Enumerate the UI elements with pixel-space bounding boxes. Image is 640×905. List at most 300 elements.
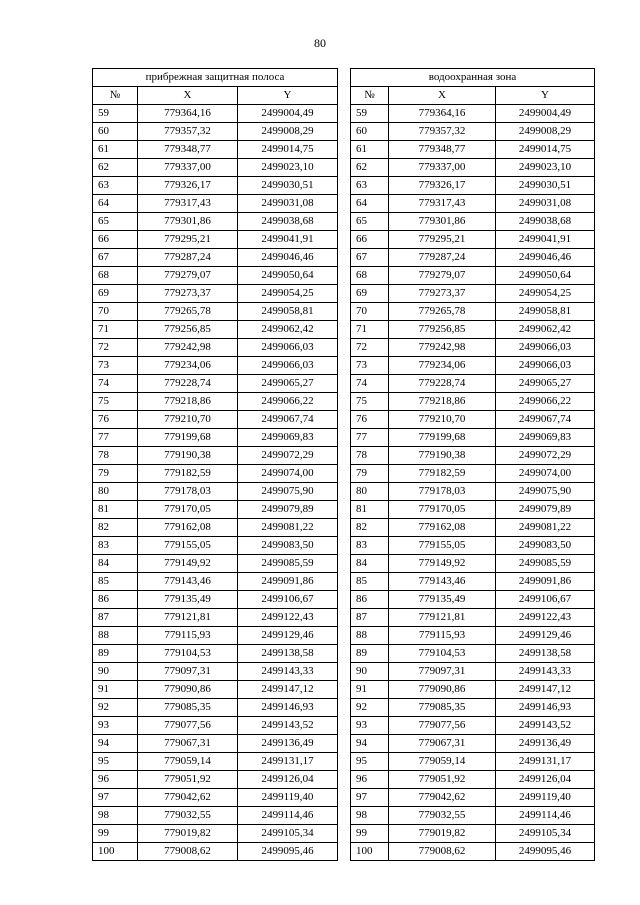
table-row [93, 411, 595, 429]
table-row [93, 375, 595, 393]
left-y-coordinate: 2499091,86 [238, 573, 338, 591]
left-x-coordinate: 779228,74 [138, 375, 238, 393]
table-row [93, 501, 595, 519]
right-y-coordinate: 2499146,93 [496, 699, 595, 717]
right-y-coordinate: 2499079,89 [496, 501, 595, 519]
right-point-number: 67 [351, 249, 389, 267]
right-point-number: 88 [351, 627, 389, 645]
right-y-coordinate: 2499105,34 [496, 825, 595, 843]
column-gap [338, 663, 351, 681]
right-y-coordinate: 2499131,17 [496, 753, 595, 771]
right-y-coordinate: 2499122,43 [496, 609, 595, 627]
right-point-number: 82 [351, 519, 389, 537]
right-x-coordinate: 779042,62 [389, 789, 496, 807]
column-gap [338, 789, 351, 807]
table-row [93, 213, 595, 231]
column-gap [338, 213, 351, 231]
right-point-number: 99 [351, 825, 389, 843]
column-gap [338, 231, 351, 249]
left-x-coordinate: 779348,77 [138, 141, 238, 159]
table-row [93, 519, 595, 537]
table-row [93, 177, 595, 195]
left-x-coordinate: 779279,07 [138, 267, 238, 285]
right-x-coordinate: 779051,92 [389, 771, 496, 789]
right-x-coordinate: 779178,03 [389, 483, 496, 501]
right-y-coordinate: 2499129,46 [496, 627, 595, 645]
right-point-number: 100 [351, 843, 389, 861]
left-y-coordinate: 2499081,22 [238, 519, 338, 537]
right-point-number: 83 [351, 537, 389, 555]
left-x-coordinate: 779121,81 [138, 609, 238, 627]
right-point-number: 79 [351, 465, 389, 483]
right-point-number: 70 [351, 303, 389, 321]
table-row [93, 843, 595, 861]
left-x-coordinate: 779143,46 [138, 573, 238, 591]
right-x-coordinate: 779090,86 [389, 681, 496, 699]
left-point-number: 95 [93, 753, 138, 771]
table-row [93, 483, 595, 501]
left-point-number: 82 [93, 519, 138, 537]
left-y-coordinate: 2499031,08 [238, 195, 338, 213]
left-x-coordinate: 779287,24 [138, 249, 238, 267]
table-row [93, 105, 595, 123]
right-y-coordinate: 2499119,40 [496, 789, 595, 807]
right-point-number: 66 [351, 231, 389, 249]
left-x-coordinate: 779199,68 [138, 429, 238, 447]
right-x-coordinate: 779242,98 [389, 339, 496, 357]
left-y-coordinate: 2499004,49 [238, 105, 338, 123]
right-y-coordinate: 2499014,75 [496, 141, 595, 159]
left-y-coordinate: 2499062,42 [238, 321, 338, 339]
left-y-coordinate: 2499122,43 [238, 609, 338, 627]
table-row [93, 825, 595, 843]
left-point-number: 86 [93, 591, 138, 609]
right-point-number: 95 [351, 753, 389, 771]
right-y-coordinate: 2499075,90 [496, 483, 595, 501]
right-y-coordinate: 2499004,49 [496, 105, 595, 123]
left-y-coordinate: 2499008,29 [238, 123, 338, 141]
left-y-coordinate: 2499067,74 [238, 411, 338, 429]
column-gap [338, 69, 351, 87]
table-row [93, 663, 595, 681]
left-x-coordinate: 779104,53 [138, 645, 238, 663]
table-row [93, 195, 595, 213]
right-point-number: 76 [351, 411, 389, 429]
right-y-coordinate: 2499091,86 [496, 573, 595, 591]
table-row [93, 393, 595, 411]
right-point-number: 90 [351, 663, 389, 681]
column-gap [338, 591, 351, 609]
left-point-number: 72 [93, 339, 138, 357]
table-row [93, 321, 595, 339]
right-x-coordinate: 779234,06 [389, 357, 496, 375]
left-y-coordinate: 2499023,10 [238, 159, 338, 177]
right-point-number: 63 [351, 177, 389, 195]
left-y-coordinate: 2499054,25 [238, 285, 338, 303]
right-y-coordinate: 2499074,00 [496, 465, 595, 483]
table-row [93, 735, 595, 753]
right-point-number: 97 [351, 789, 389, 807]
right-y-coordinate: 2499136,49 [496, 735, 595, 753]
right-x-coordinate: 779155,05 [389, 537, 496, 555]
right-x-coordinate: 779287,24 [389, 249, 496, 267]
right-y-coordinate: 2499083,50 [496, 537, 595, 555]
right-point-number: 60 [351, 123, 389, 141]
right-x-coordinate: 779149,92 [389, 555, 496, 573]
table-row [93, 447, 595, 465]
left-x-coordinate: 779059,14 [138, 753, 238, 771]
left-y-coordinate: 2499066,03 [238, 339, 338, 357]
left-y-coordinate: 2499030,51 [238, 177, 338, 195]
left-x-coordinate: 779301,86 [138, 213, 238, 231]
column-gap [338, 447, 351, 465]
right-x-coordinate: 779210,70 [389, 411, 496, 429]
right-point-number: 98 [351, 807, 389, 825]
table-row [93, 807, 595, 825]
left-point-number: 76 [93, 411, 138, 429]
right-point-number: 94 [351, 735, 389, 753]
left-point-number: 65 [93, 213, 138, 231]
left-point-number: 96 [93, 771, 138, 789]
left-y-coordinate: 2499129,46 [238, 627, 338, 645]
left-x-coordinate: 779097,31 [138, 663, 238, 681]
right-point-number: 85 [351, 573, 389, 591]
left-y-coordinate: 2499074,00 [238, 465, 338, 483]
left-y-coordinate: 2499083,50 [238, 537, 338, 555]
right-y-coordinate: 2499054,25 [496, 285, 595, 303]
page-number: 80 [314, 36, 326, 50]
right-y-coordinate: 2499031,08 [496, 195, 595, 213]
left-point-number: 88 [93, 627, 138, 645]
column-gap [338, 519, 351, 537]
left-x-coordinate: 779326,17 [138, 177, 238, 195]
table-row [93, 249, 595, 267]
right-x-coordinate: 779265,78 [389, 303, 496, 321]
table-row [93, 717, 595, 735]
right-x-coordinate: 779218,86 [389, 393, 496, 411]
left-y-coordinate: 2499106,67 [238, 591, 338, 609]
left-y-coordinate: 2499126,04 [238, 771, 338, 789]
right-y-coordinate: 2499095,46 [496, 843, 595, 861]
right-x-coordinate: 779279,07 [389, 267, 496, 285]
column-gap [338, 573, 351, 591]
coordinates-table-body [93, 69, 595, 861]
left-point-number: 89 [93, 645, 138, 663]
left-y-coordinate: 2499050,64 [238, 267, 338, 285]
left-point-number: 62 [93, 159, 138, 177]
right-x-coordinate: 779077,56 [389, 717, 496, 735]
right-x-coordinate: 779104,53 [389, 645, 496, 663]
column-gap [338, 843, 351, 861]
left-x-coordinate: 779357,32 [138, 123, 238, 141]
right-x-coordinate: 779162,08 [389, 519, 496, 537]
right-point-number: 84 [351, 555, 389, 573]
left-y-coordinate: 2499075,90 [238, 483, 338, 501]
left-x-coordinate: 779085,35 [138, 699, 238, 717]
column-gap [338, 501, 351, 519]
table-row [93, 123, 595, 141]
right-x-coordinate: 779348,77 [389, 141, 496, 159]
left-point-number: 60 [93, 123, 138, 141]
right-y-coordinate: 2499065,27 [496, 375, 595, 393]
right-x-coordinate: 779182,59 [389, 465, 496, 483]
column-gap [338, 375, 351, 393]
left-y-coordinate: 2499143,33 [238, 663, 338, 681]
column-gap [338, 339, 351, 357]
right-y-coordinate: 2499066,03 [496, 339, 595, 357]
left-x-coordinate: 779295,21 [138, 231, 238, 249]
column-gap [338, 753, 351, 771]
column-gap [338, 681, 351, 699]
left-x-coordinate: 779337,00 [138, 159, 238, 177]
left-x-coordinate: 779032,55 [138, 807, 238, 825]
left-y-coordinate: 2499072,29 [238, 447, 338, 465]
right-x-coordinate: 779085,35 [389, 699, 496, 717]
left-x-coordinate: 779155,05 [138, 537, 238, 555]
left-y-coordinate: 2499058,81 [238, 303, 338, 321]
left-x-coordinate: 779067,31 [138, 735, 238, 753]
left-y-coordinate: 2499079,89 [238, 501, 338, 519]
right-y-coordinate: 2499143,33 [496, 663, 595, 681]
left-y-coordinate: 2499147,12 [238, 681, 338, 699]
table-row [93, 681, 595, 699]
left-x-coordinate: 779008,62 [138, 843, 238, 861]
right-point-number: 74 [351, 375, 389, 393]
right-y-coordinate: 2499008,29 [496, 123, 595, 141]
column-gap [338, 411, 351, 429]
left-y-coordinate: 2499066,03 [238, 357, 338, 375]
left-point-number: 99 [93, 825, 138, 843]
right-point-number: 62 [351, 159, 389, 177]
left-y-coordinate: 2499069,83 [238, 429, 338, 447]
right-point-number: 73 [351, 357, 389, 375]
right-x-coordinate: 779273,37 [389, 285, 496, 303]
right-y-coordinate: 2499062,42 [496, 321, 595, 339]
column-gap [338, 771, 351, 789]
left-point-number: 77 [93, 429, 138, 447]
left-x-coordinate: 779265,78 [138, 303, 238, 321]
left-x-coordinate: 779149,92 [138, 555, 238, 573]
column-gap [338, 555, 351, 573]
left-point-number: 80 [93, 483, 138, 501]
right-point-number: 75 [351, 393, 389, 411]
table-row [93, 231, 595, 249]
right-y-coordinate: 2499030,51 [496, 177, 595, 195]
coordinates-table [92, 68, 595, 861]
left-x-coordinate: 779364,16 [138, 105, 238, 123]
column-gap [338, 699, 351, 717]
right-point-number: 86 [351, 591, 389, 609]
left-header-y: Y [238, 87, 338, 105]
column-gap [338, 357, 351, 375]
right-point-number: 61 [351, 141, 389, 159]
right-point-number: 92 [351, 699, 389, 717]
column-gap [338, 465, 351, 483]
left-point-number: 93 [93, 717, 138, 735]
right-y-coordinate: 2499138,58 [496, 645, 595, 663]
right-point-number: 77 [351, 429, 389, 447]
right-y-coordinate: 2499038,68 [496, 213, 595, 231]
left-point-number: 75 [93, 393, 138, 411]
left-point-number: 81 [93, 501, 138, 519]
right-x-coordinate: 779019,82 [389, 825, 496, 843]
right-x-coordinate: 779097,31 [389, 663, 496, 681]
left-point-number: 78 [93, 447, 138, 465]
right-x-coordinate: 779317,43 [389, 195, 496, 213]
right-y-coordinate: 2499085,59 [496, 555, 595, 573]
table-row [93, 591, 595, 609]
left-point-number: 92 [93, 699, 138, 717]
column-gap [338, 303, 351, 321]
column-gap [338, 609, 351, 627]
table-row [93, 465, 595, 483]
right-point-number: 91 [351, 681, 389, 699]
right-y-coordinate: 2499066,03 [496, 357, 595, 375]
right-y-coordinate: 2499106,67 [496, 591, 595, 609]
right-y-coordinate: 2499041,91 [496, 231, 595, 249]
right-point-number: 71 [351, 321, 389, 339]
left-x-coordinate: 779218,86 [138, 393, 238, 411]
right-header-number: № [351, 87, 389, 105]
left-x-coordinate: 779135,49 [138, 591, 238, 609]
left-y-coordinate: 2499041,91 [238, 231, 338, 249]
right-y-coordinate: 2499046,46 [496, 249, 595, 267]
left-point-number: 83 [93, 537, 138, 555]
right-x-coordinate: 779170,05 [389, 501, 496, 519]
column-gap [338, 285, 351, 303]
right-x-coordinate: 779115,93 [389, 627, 496, 645]
left-y-coordinate: 2499046,46 [238, 249, 338, 267]
left-point-number: 84 [93, 555, 138, 573]
table-row [93, 537, 595, 555]
left-x-coordinate: 779178,03 [138, 483, 238, 501]
left-x-coordinate: 779077,56 [138, 717, 238, 735]
right-x-coordinate: 779190,38 [389, 447, 496, 465]
left-header-x: X [138, 87, 238, 105]
left-x-coordinate: 779162,08 [138, 519, 238, 537]
right-point-number: 96 [351, 771, 389, 789]
right-x-coordinate: 779032,55 [389, 807, 496, 825]
left-y-coordinate: 2499131,17 [238, 753, 338, 771]
left-y-coordinate: 2499085,59 [238, 555, 338, 573]
table-row [93, 627, 595, 645]
column-gap [338, 735, 351, 753]
right-y-coordinate: 2499066,22 [496, 393, 595, 411]
left-x-coordinate: 779090,86 [138, 681, 238, 699]
left-section-title: прибрежная защитная полоса [93, 69, 338, 87]
left-y-coordinate: 2499143,52 [238, 717, 338, 735]
column-gap [338, 807, 351, 825]
column-gap [338, 177, 351, 195]
column-gap [338, 123, 351, 141]
left-point-number: 74 [93, 375, 138, 393]
left-point-number: 71 [93, 321, 138, 339]
column-gap [338, 195, 351, 213]
right-x-coordinate: 779135,49 [389, 591, 496, 609]
left-point-number: 97 [93, 789, 138, 807]
right-header-y: Y [496, 87, 595, 105]
left-point-number: 70 [93, 303, 138, 321]
table-row [93, 141, 595, 159]
right-y-coordinate: 2499081,22 [496, 519, 595, 537]
left-x-coordinate: 779256,85 [138, 321, 238, 339]
column-gap [338, 645, 351, 663]
table-row [93, 645, 595, 663]
right-point-number: 89 [351, 645, 389, 663]
left-y-coordinate: 2499066,22 [238, 393, 338, 411]
right-point-number: 81 [351, 501, 389, 519]
column-gap [338, 483, 351, 501]
left-point-number: 66 [93, 231, 138, 249]
left-x-coordinate: 779051,92 [138, 771, 238, 789]
right-y-coordinate: 2499072,29 [496, 447, 595, 465]
right-point-number: 72 [351, 339, 389, 357]
right-y-coordinate: 2499069,83 [496, 429, 595, 447]
right-y-coordinate: 2499023,10 [496, 159, 595, 177]
table-row [93, 771, 595, 789]
right-x-coordinate: 779301,86 [389, 213, 496, 231]
left-point-number: 64 [93, 195, 138, 213]
right-x-coordinate: 779008,62 [389, 843, 496, 861]
column-gap [338, 393, 351, 411]
right-point-number: 69 [351, 285, 389, 303]
left-point-number: 100 [93, 843, 138, 861]
table-row [93, 699, 595, 717]
column-gap [338, 537, 351, 555]
left-x-coordinate: 779234,06 [138, 357, 238, 375]
left-y-coordinate: 2499105,34 [238, 825, 338, 843]
left-y-coordinate: 2499095,46 [238, 843, 338, 861]
left-y-coordinate: 2499014,75 [238, 141, 338, 159]
left-x-coordinate: 779019,82 [138, 825, 238, 843]
right-y-coordinate: 2499058,81 [496, 303, 595, 321]
left-point-number: 94 [93, 735, 138, 753]
table-row [93, 159, 595, 177]
left-point-number: 73 [93, 357, 138, 375]
left-point-number: 91 [93, 681, 138, 699]
left-point-number: 63 [93, 177, 138, 195]
left-point-number: 98 [93, 807, 138, 825]
left-point-number: 90 [93, 663, 138, 681]
left-x-coordinate: 779115,93 [138, 627, 238, 645]
right-y-coordinate: 2499114,46 [496, 807, 595, 825]
right-y-coordinate: 2499126,04 [496, 771, 595, 789]
right-x-coordinate: 779143,46 [389, 573, 496, 591]
table-row [93, 339, 595, 357]
right-y-coordinate: 2499067,74 [496, 411, 595, 429]
right-y-coordinate: 2499050,64 [496, 267, 595, 285]
column-gap [338, 627, 351, 645]
right-point-number: 87 [351, 609, 389, 627]
right-y-coordinate: 2499147,12 [496, 681, 595, 699]
left-y-coordinate: 2499114,46 [238, 807, 338, 825]
right-point-number: 64 [351, 195, 389, 213]
right-point-number: 68 [351, 267, 389, 285]
left-point-number: 61 [93, 141, 138, 159]
table-row [93, 789, 595, 807]
column-gap [338, 267, 351, 285]
right-x-coordinate: 779295,21 [389, 231, 496, 249]
left-y-coordinate: 2499065,27 [238, 375, 338, 393]
left-point-number: 79 [93, 465, 138, 483]
right-x-coordinate: 779326,17 [389, 177, 496, 195]
column-gap [338, 141, 351, 159]
right-point-number: 59 [351, 105, 389, 123]
left-x-coordinate: 779190,38 [138, 447, 238, 465]
section-title-row [93, 69, 595, 87]
right-x-coordinate: 779364,16 [389, 105, 496, 123]
table-row [93, 303, 595, 321]
